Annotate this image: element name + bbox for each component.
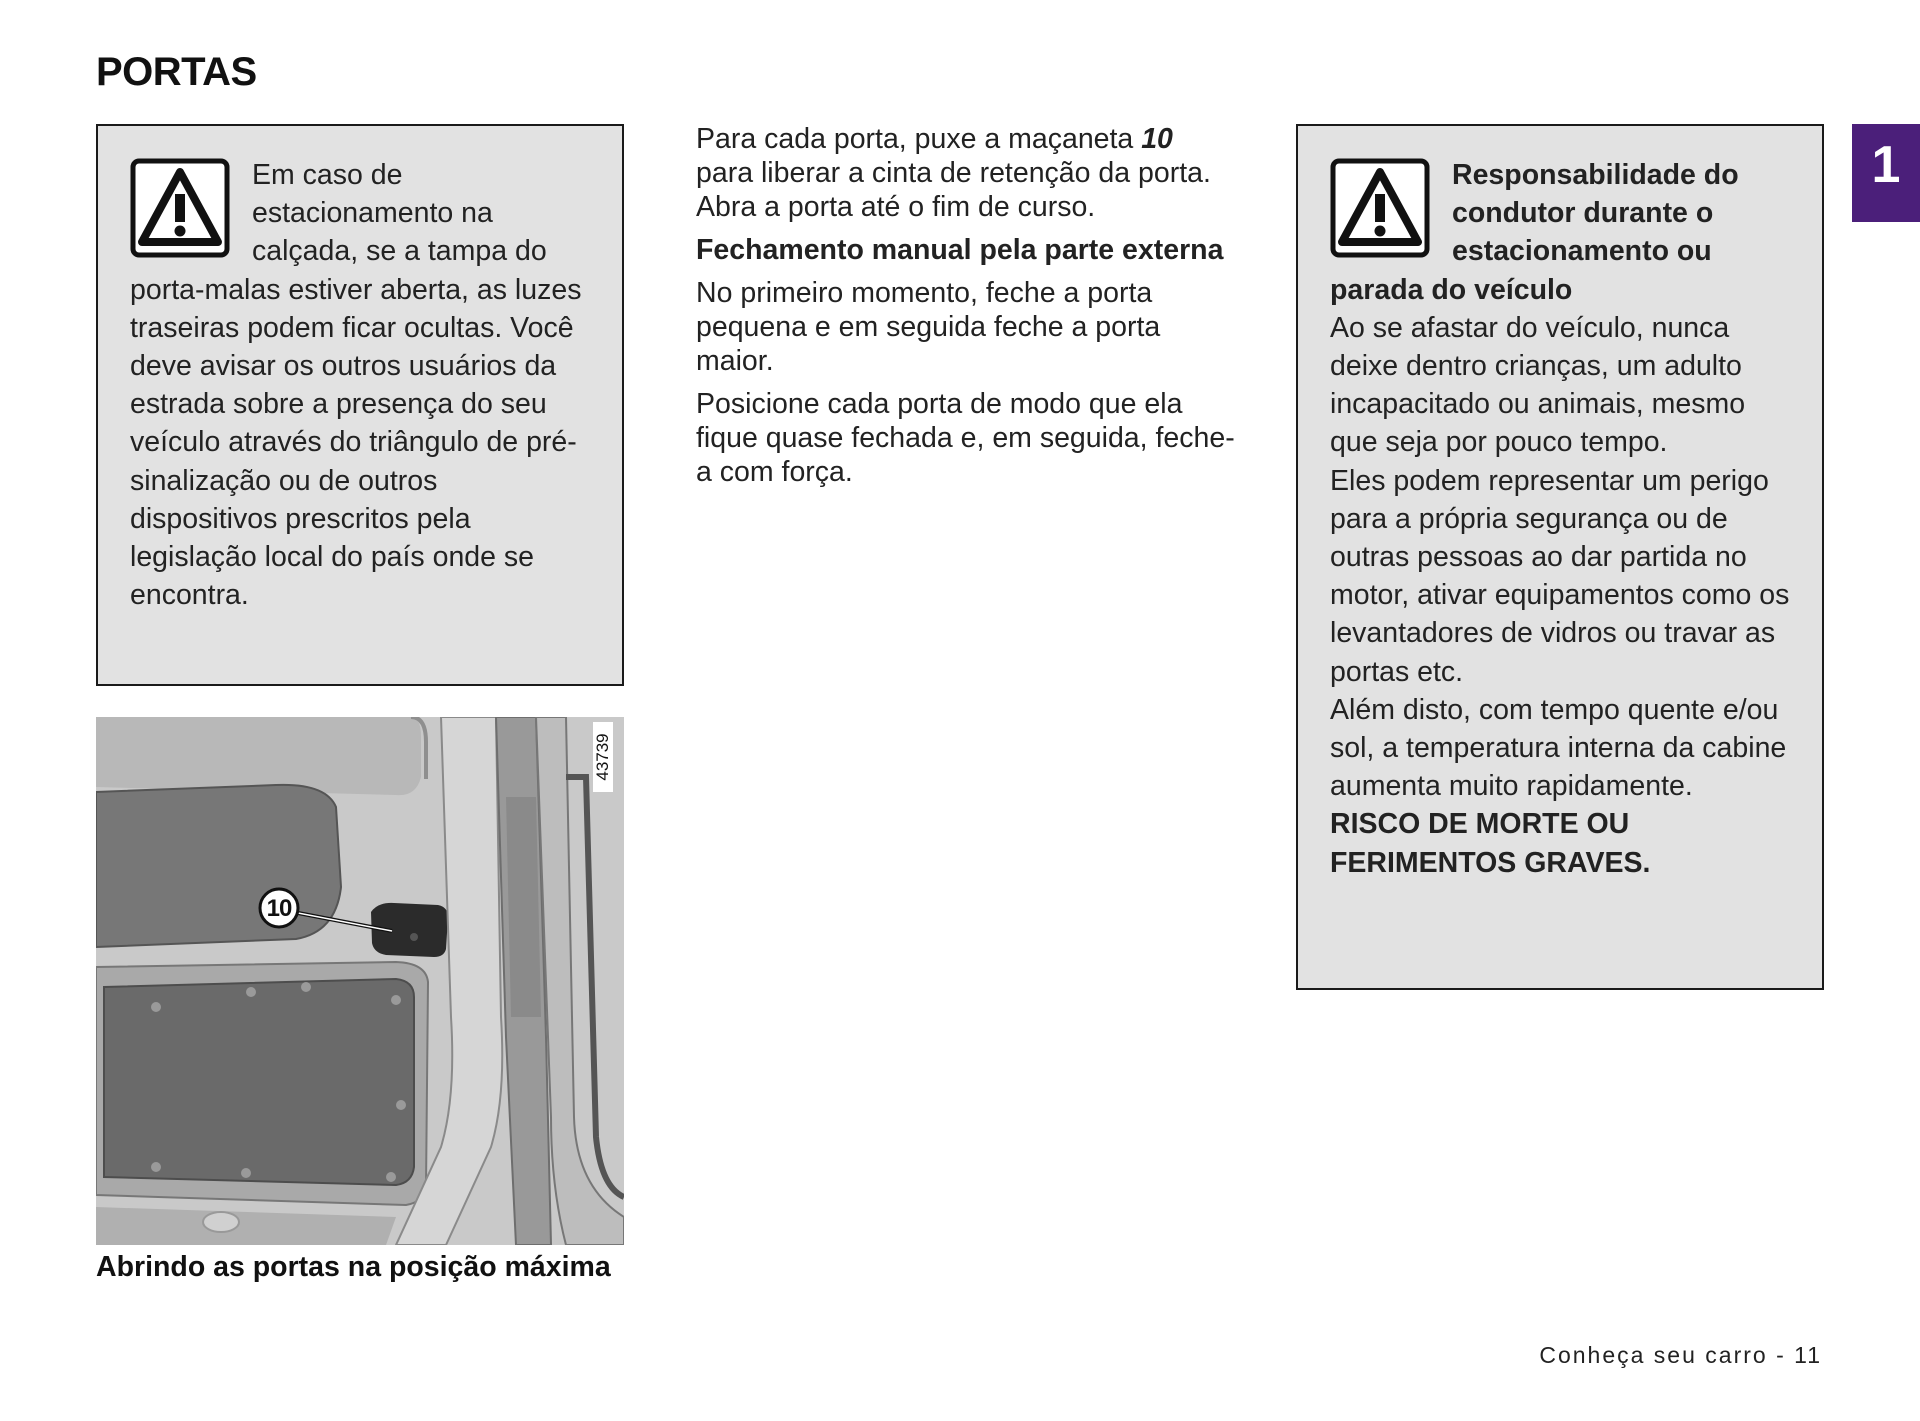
instruction-open [696,122,1236,224]
instruction-open-text-a: Para cada porta, puxe a maçaneta [696,123,1142,155]
callout-label: 10 [266,895,292,922]
warning-triangle-icon [1330,158,1430,258]
figure-code-text: 43739 [593,722,613,792]
warning-triangle-icon [130,158,230,258]
chapter-tab: 1 [1852,124,1920,222]
warning-heading: Responsabilidade do condutor durante o estacionamento ou parada do veículo [1330,159,1739,306]
figure-caption: Abrindo as portas na posição máxima [96,1251,611,1283]
instruction-close-force: Posicione cada porta de modo que ela fique quase fechada e, em seguida, feche-a com força. [696,388,1235,488]
section-heading-manual-close: Fechamento manual pela parte externa [696,234,1224,266]
warning-text: Em caso de estacionamento na calçada, se a tampa do porta-malas estiver aberta, as luzes traseiras podem ficar ocultas. Você deve avisar os outros usuários da estrada sobre a presença do seu veículo através do triângulo de pré-sinalização ou de outros dispositivos prescritos pela legislação local do país onde se encontra. [130,159,582,612]
warning-risk: RISCO DE MORTE OU FERIMENTOS GRAVES. [1330,808,1651,879]
warning-paragraph-2: Eles podem representar um perigo para a própria segurança ou de outras pessoas ao dar partida no motor, ativar equipamentos como os levantadores de vidros ou travar as portas etc. [1330,464,1790,688]
handle-reference-number: 10 [1141,123,1173,155]
page-footer: Conheça seu carro - 11 [1539,1342,1822,1368]
warning-paragraph-1: Ao se afastar do veículo, nunca deixe dentro crianças, um adulto incapacitado ou animais, mesmo que seja por pouco tempo. [1330,311,1746,459]
warning-paragraph-3: Além disto, com tempo quente e/ou sol, a temperatura interna da cabine aumenta muito rapidamente. [1330,693,1787,803]
instruction-close-order: No primeiro momento, feche a porta pequena e em seguida feche a porta maior. [696,277,1161,377]
figure-code [590,725,620,795]
warning-box-parking [96,124,624,686]
page-title: PORTAS [96,50,257,94]
warning-box-responsibility [1296,124,1824,990]
instructions-column [696,122,1236,498]
door-illustration [96,717,624,1245]
instruction-open-text-b: para liberar a cinta de retenção da porta. Abra a porta até o fim de curso. [696,157,1211,223]
